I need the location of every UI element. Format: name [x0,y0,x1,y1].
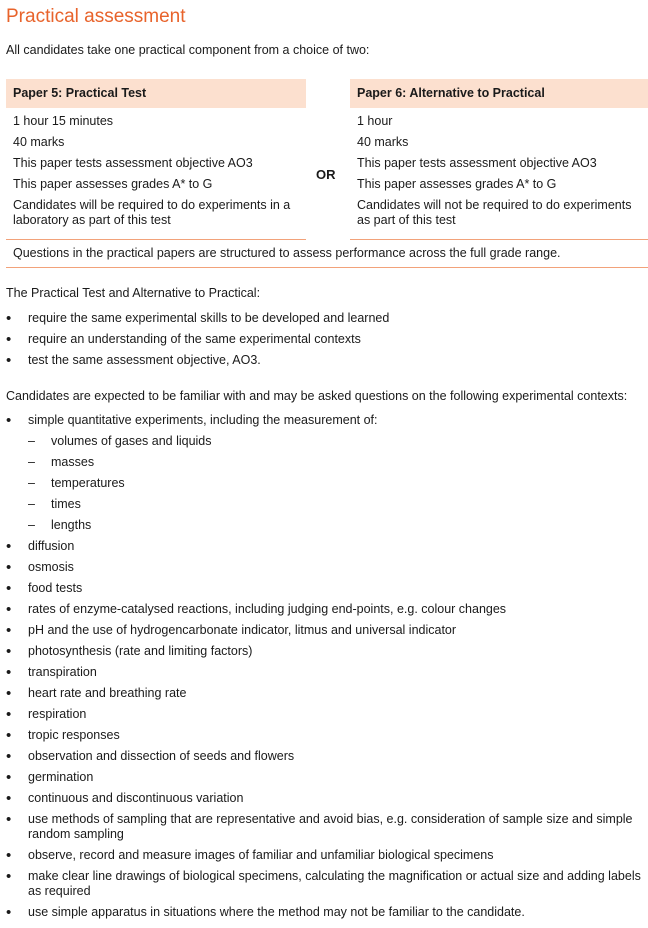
section2-lead: Candidates are expected to be familiar with and may be asked questions on the following experimental contexts: [6,389,628,403]
list-item: • observation and dissection of seeds and flowers [6,749,642,764]
sub-list-item: – temperatures [6,476,642,491]
table-rule-right [350,239,648,240]
paper-5-title: Paper 5: Practical Test [6,79,306,108]
list-item: • observe, record and measure images of familiar and unfamiliar biological specimens [6,848,642,863]
table-footer-note: Questions in the practical papers are structured to assess performance across the full grade range. [13,246,561,260]
intro-text: All candidates take one practical component from a choice of two: [6,43,370,57]
list-item: • pH and the use of hydrogencarbonate indicator, litmus and universal indicator [6,623,642,638]
section1-lead: The Practical Test and Alternative to Practical: [6,286,261,300]
list-item: • require an understanding of the same experimental contexts [6,332,642,347]
list-item: • food tests [6,581,642,596]
table-rule-left [6,239,306,240]
list-item: • test the same assessment objective, AO3. [6,353,642,368]
list-item: • diffusion [6,539,642,554]
list-item: • use simple apparatus in situations where the method may not be familiar to the candidate. [6,905,642,920]
or-label: OR [316,167,336,182]
paper-5-objective: This paper tests assessment objective AO3 [13,156,253,170]
experimental-contexts-list [6,413,642,926]
paper-6-note: Candidates will not be required to do experiments as part of this test [357,198,632,227]
sub-list-item: – times [6,497,642,512]
list-item: • photosynthesis (rate and limiting factors) [6,644,642,659]
list-item: • tropic responses [6,728,642,743]
list-item: • make clear line drawings of biological specimens, calculating the magnification or actual size and adding labels as required [6,869,642,899]
sub-list-item: – lengths [6,518,642,533]
list-item: • simple quantitative experiments, including the measurement of: [6,413,642,428]
list-item: • germination [6,770,642,785]
paper-5-grades: This paper assesses grades A* to G [13,177,213,191]
paper-6-duration: 1 hour [357,114,393,128]
paper-5-marks: 40 marks [13,135,65,149]
paper-6-column [350,79,648,228]
paper-6-objective: This paper tests assessment objective AO3 [357,156,597,170]
list-item: • osmosis [6,560,642,575]
sub-list-item: – masses [6,455,642,470]
paper-5-note: Candidates will be required to do experiments in a laboratory as part of this test [13,198,291,227]
list-item: • use methods of sampling that are representative and avoid bias, e.g. consideration of sample size and simple random sampling [6,812,642,842]
list-item: • heart rate and breathing rate [6,686,642,701]
paper-6-marks: 40 marks [357,135,409,149]
section-heading: Practical assessment [6,6,186,27]
table-bottom-rule [6,267,648,268]
list-item: • respiration [6,707,642,722]
sub-list-item: – volumes of gases and liquids [6,434,642,449]
paper-5-column [6,79,306,228]
paper-5-duration: 1 hour 15 minutes [13,114,114,128]
list-item: • rates of enzyme-catalysed reactions, including judging end-points, e.g. colour changes [6,602,642,617]
list-item: • continuous and discontinuous variation [6,791,642,806]
paper-6-title: Paper 6: Alternative to Practical [350,79,648,108]
list-item: • require the same experimental skills to be developed and learned [6,311,642,326]
section1-list [6,311,642,374]
paper-6-grades: This paper assesses grades A* to G [357,177,557,191]
list-item: • transpiration [6,665,642,680]
